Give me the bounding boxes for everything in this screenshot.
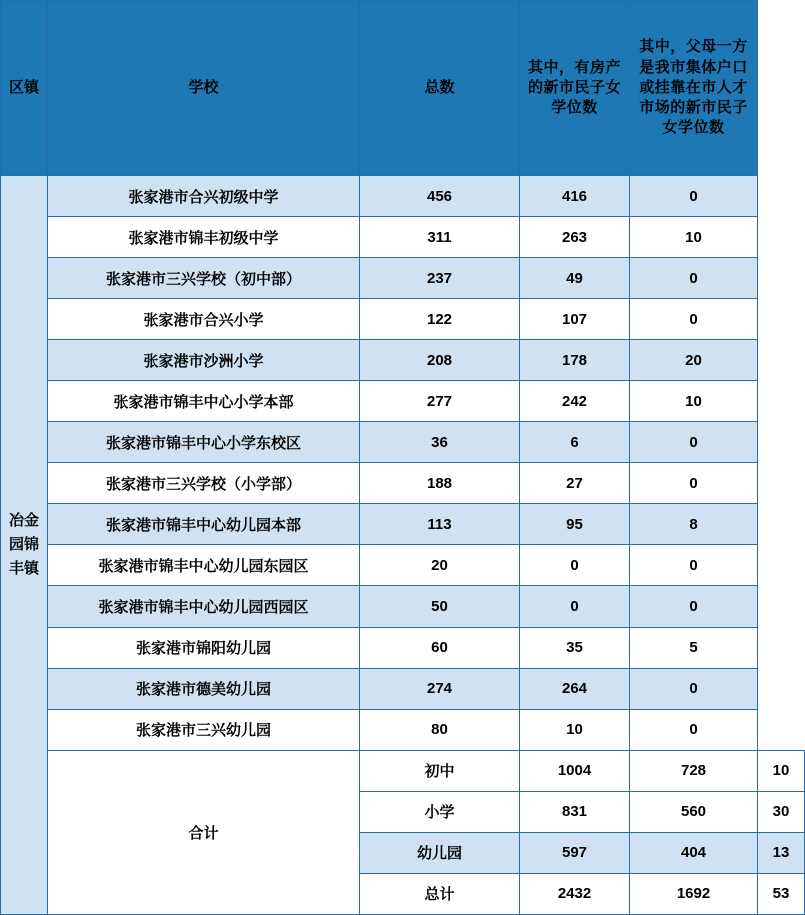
total-value: 1004: [520, 750, 630, 791]
summary-row: [1, 750, 805, 791]
table-header-row: [1, 1, 805, 176]
collective-value: 10: [630, 381, 758, 422]
total-value: 122: [360, 299, 520, 340]
table-row: [1, 176, 805, 217]
collective-value: 0: [630, 422, 758, 463]
school-name: 张家港市三兴幼儿园: [48, 709, 360, 750]
table-row: [1, 709, 805, 750]
summary-stage: 幼儿园: [360, 832, 520, 873]
collective-value: 0: [630, 586, 758, 627]
school-name: 张家港市德美幼儿园: [48, 668, 360, 709]
school-name: 张家港市三兴学校（初中部）: [48, 258, 360, 299]
table-row: [1, 340, 805, 381]
school-name: 张家港市合兴初级中学: [48, 176, 360, 217]
table-row: [1, 586, 805, 627]
table-row: [1, 217, 805, 258]
total-value: 274: [360, 668, 520, 709]
collective-value: 0: [630, 545, 758, 586]
column-header-region: 区镇: [1, 1, 48, 176]
house-value: 416: [520, 176, 630, 217]
school-name: 张家港市锦丰初级中学: [48, 217, 360, 258]
table-row: [1, 463, 805, 504]
house-value: 49: [520, 258, 630, 299]
collective-value: 53: [758, 873, 805, 914]
house-value: 1692: [630, 873, 758, 914]
total-value: 597: [520, 832, 630, 873]
house-value: 178: [520, 340, 630, 381]
table-row: [1, 299, 805, 340]
house-value: 728: [630, 750, 758, 791]
school-name: 张家港市沙洲小学: [48, 340, 360, 381]
total-value: 36: [360, 422, 520, 463]
total-value: 208: [360, 340, 520, 381]
total-value: 311: [360, 217, 520, 258]
collective-value: 0: [630, 463, 758, 504]
house-value: 560: [630, 791, 758, 832]
house-value: 0: [520, 586, 630, 627]
house-value: 10: [520, 709, 630, 750]
summary-stage: 初中: [360, 750, 520, 791]
region-cell: 冶金园锦丰镇: [1, 176, 48, 915]
total-value: 80: [360, 709, 520, 750]
school-name: 张家港市合兴小学: [48, 299, 360, 340]
school-name: 张家港市锦丰中心小学东校区: [48, 422, 360, 463]
school-name: 张家港市三兴学校（小学部）: [48, 463, 360, 504]
total-value: 456: [360, 176, 520, 217]
collective-value: 20: [630, 340, 758, 381]
total-value: 237: [360, 258, 520, 299]
collective-value: 10: [630, 217, 758, 258]
table-row: [1, 545, 805, 586]
school-name: 张家港市锦阳幼儿园: [48, 627, 360, 668]
house-value: 27: [520, 463, 630, 504]
house-value: 264: [520, 668, 630, 709]
column-header-school: 学校: [48, 1, 360, 176]
house-value: 95: [520, 504, 630, 545]
table-body: [1, 176, 805, 915]
house-value: 6: [520, 422, 630, 463]
house-value: 35: [520, 627, 630, 668]
house-value: 404: [630, 832, 758, 873]
table-row: [1, 258, 805, 299]
summary-stage: 小学: [360, 791, 520, 832]
total-value: 113: [360, 504, 520, 545]
collective-value: 5: [630, 627, 758, 668]
total-value: 20: [360, 545, 520, 586]
school-name: 张家港市锦丰中心小学本部: [48, 381, 360, 422]
collective-value: 30: [758, 791, 805, 832]
table-row: [1, 504, 805, 545]
school-name: 张家港市锦丰中心幼儿园西园区: [48, 586, 360, 627]
collective-value: 13: [758, 832, 805, 873]
table-row: [1, 422, 805, 463]
house-value: 242: [520, 381, 630, 422]
column-header-total: 总数: [360, 1, 520, 176]
summary-stage: 总计: [360, 873, 520, 914]
house-value: 0: [520, 545, 630, 586]
table-row: [1, 627, 805, 668]
column-header-collective-hukou: 其中，父母一方是我市集体户口或挂靠在市人才市场的新市民子女学位数: [630, 1, 758, 176]
total-value: 188: [360, 463, 520, 504]
total-value: 277: [360, 381, 520, 422]
summary-label: 合计: [48, 750, 360, 914]
table-row: [1, 381, 805, 422]
collective-value: 10: [758, 750, 805, 791]
collective-value: 0: [630, 299, 758, 340]
column-header-house-property: 其中，有房产的新市民子女学位数: [520, 1, 630, 176]
total-value: 60: [360, 627, 520, 668]
collective-value: 0: [630, 258, 758, 299]
collective-value: 0: [630, 668, 758, 709]
collective-value: 0: [630, 709, 758, 750]
house-value: 107: [520, 299, 630, 340]
table-header: [1, 1, 805, 176]
collective-value: 8: [630, 504, 758, 545]
collective-value: 0: [630, 176, 758, 217]
total-value: 831: [520, 791, 630, 832]
total-value: 2432: [520, 873, 630, 914]
table-row: [1, 668, 805, 709]
school-name: 张家港市锦丰中心幼儿园本部: [48, 504, 360, 545]
house-value: 263: [520, 217, 630, 258]
school-name: 张家港市锦丰中心幼儿园东园区: [48, 545, 360, 586]
total-value: 50: [360, 586, 520, 627]
